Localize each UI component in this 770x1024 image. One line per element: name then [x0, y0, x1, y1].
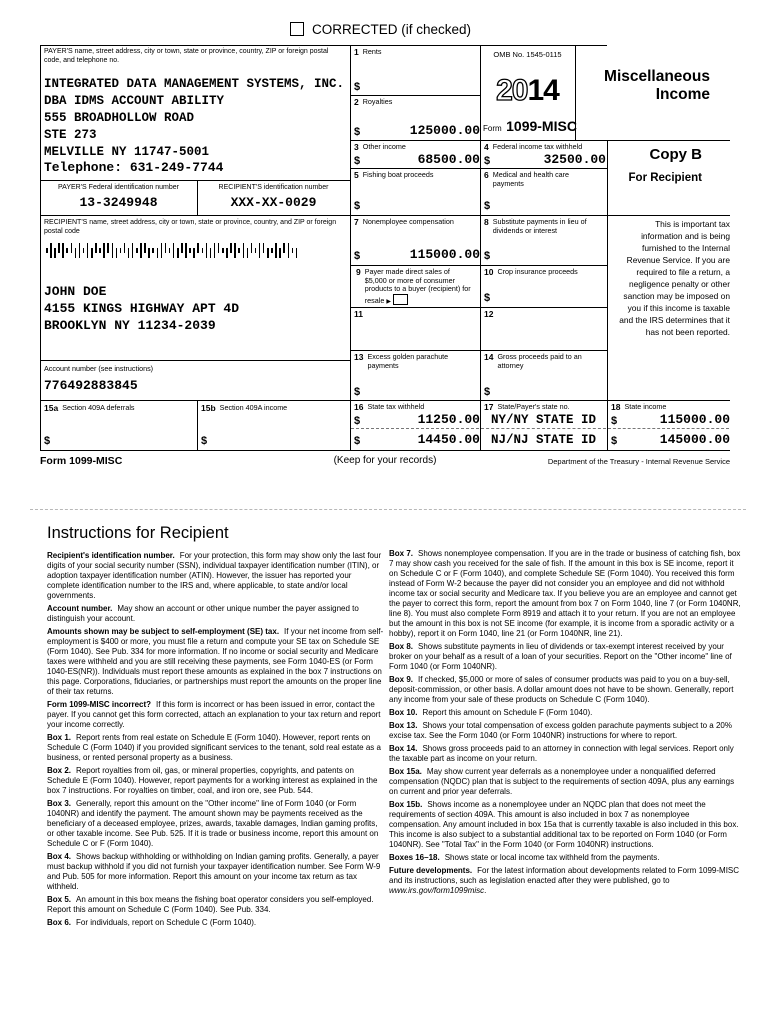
box16-dollar: $ — [354, 435, 361, 447]
box15b-number: 15b — [201, 403, 216, 413]
box15b-dollar: $ — [201, 435, 208, 447]
corrected-label: CORRECTED (if checked) — [312, 22, 472, 37]
border-line — [40, 450, 730, 451]
box13-dollar: $ — [354, 386, 361, 398]
instruction-text: For the latest information about developments related to Form 1099-MISC and its instructions, such as legislation enacted after they were published, go to — [389, 866, 740, 885]
box16-cell — [354, 403, 476, 412]
border-line — [350, 168, 607, 169]
box10-dollar: $ — [484, 292, 491, 304]
box10-number: 10 — [484, 267, 494, 277]
postal-barcode — [46, 243, 316, 258]
box2-number: 2 — [354, 97, 359, 107]
tax-year — [480, 76, 575, 106]
border-line — [350, 140, 730, 141]
account-value: 776492883845 — [44, 378, 138, 393]
box3-dollar: $ — [354, 155, 361, 167]
instruction-paragraph — [47, 766, 385, 796]
box18-dollar: $ — [611, 435, 618, 447]
dashed-divider — [608, 428, 729, 429]
instruction-text: Shows substitute payments in lieu of dividends or tax-exempt interest received by your broker on your behalf as a result of a loan of your securities. Report on the "Other income" line of Form 1040 (or Form 1040NR). — [389, 642, 732, 671]
recipient-address-block — [44, 283, 239, 334]
box15b-cell — [201, 404, 345, 413]
box14-number: 14 — [484, 352, 494, 362]
dashed-divider — [351, 428, 479, 429]
instruction-text: Shows backup withholding or withholding on Indian gaming profits. Generally, a payer must backup withhold if you did not furnish your taxpayer identification number. See Form W-9 and Pub. 505 for more information. Report this amount on your income tax return as tax withheld. — [47, 852, 381, 891]
box17-state-2: NJ/NJ STATE ID — [490, 433, 597, 447]
instruction-text: Shows nonemployee compensation. If you are in the trade or business of catching fish, box 7 may show cash you received for the sale of fish. If the amount in this box is SE income, report it on Schedule C or F (Form 1040), and complete Schedule SE (Form 1040). You received this form instead of Form W-2 because the payer did not consider you an employee and did not withhold income tax or social security and Medicare tax. If you believe you are an employee and cannot get the payer to correct this form, report the amount from box 7 on Form 1040, line 7 (or Form 1040NR, line 8). You must also complete Form 8919 and attach it to your return. If you are not an employee but the amount in this box is not SE income (for example, it is income from a sporadic activity or a hobby), report it on Form 1040, line 21 (or Form 1040NR, line 21). — [389, 549, 741, 638]
instruction-lead: Box 13. — [389, 721, 418, 730]
footer-dept: Department of the Treasury - Internal Revenue Service — [547, 457, 730, 466]
instruction-lead: Box 2. — [47, 766, 72, 775]
instruction-paragraph — [389, 708, 743, 718]
box9-checkbox[interactable] — [393, 294, 408, 305]
instruction-paragraph — [389, 721, 743, 741]
payer-label: PAYER'S name, street address, city or town, state or province, country, ZIP or foreign postal code, and telephone no. — [44, 48, 329, 64]
instruction-lead: Box 15b. — [389, 800, 423, 809]
border-line — [350, 265, 607, 266]
box14-label: Gross proceeds paid to an attorney — [497, 352, 582, 370]
instruction-text: . — [484, 886, 487, 895]
box2-dollar: $ — [354, 126, 361, 138]
instruction-text: Shows state or local income tax withheld from the payments. — [444, 853, 660, 862]
box2-cell — [354, 98, 476, 107]
tax-year-bold: 14 — [527, 74, 559, 107]
box7-dollar: $ — [354, 250, 361, 262]
instruction-paragraph — [47, 700, 385, 730]
instruction-paragraph — [47, 895, 385, 915]
box16-row1 — [352, 412, 488, 427]
box8-cell — [484, 218, 596, 235]
border-line — [197, 180, 198, 215]
box5-cell — [354, 171, 476, 180]
border-line — [350, 95, 480, 96]
instruction-paragraph — [389, 549, 743, 639]
box15a-label: Section 409A deferrals — [62, 403, 135, 412]
instruction-text: Shows your total compensation of excess golden parachute payments subject to a 20% excise tax. See the Form 1040 (or Form 1040NR) instructions for where to report. — [389, 721, 732, 740]
border-line — [607, 140, 608, 450]
instruction-lead: Box 15a. — [389, 767, 422, 776]
box18-row2 — [609, 432, 738, 447]
instruction-text: Report royalties from oil, gas, or mineral properties, copyrights, and patents on Schedule E (Form 1040). However, report payments for a working interest as explained in the box 7 instructions. For royalties on timber, coal, and iron ore, see Pub. 544. — [47, 766, 378, 795]
page-separator — [30, 509, 746, 510]
footer-keep: (Keep for your records) — [333, 455, 437, 466]
instruction-paragraph — [47, 918, 385, 928]
instruction-lead: Box 14. — [389, 744, 418, 753]
payer-address-block — [44, 76, 350, 161]
instruction-paragraph — [389, 744, 743, 764]
box5-label: Fishing boat proceeds — [362, 170, 434, 179]
box16-label: State tax withheld — [367, 402, 425, 411]
box5-number: 5 — [354, 170, 359, 180]
instruction-text: Generally, report this amount on the "Other income" line of Form 1040 (or Form 1040NR) and identify the payment. The amount shown may be payments received as the beneficiary of a deceased employee, prizes, awards, taxable damages, Indian gaming profits, or other taxable income. See Pub. 525. If it is trade or business income, report this amount on Schedule C or F (Form 1040). — [47, 799, 379, 848]
instructions-title: Instructions for Recipient — [47, 524, 229, 542]
important-notice: This is important tax information and is being furnished to the Internal Revenue Service. If you are required to file a return, a negligence penalty or other sanction may be imposed on you if this income is taxable and the IRS determines that it has not been reported. — [619, 219, 730, 337]
box14-cell — [484, 353, 596, 370]
account-label: Account number (see instructions) — [44, 364, 154, 373]
box3-label: Other income — [362, 142, 406, 151]
box3-amount-row — [352, 152, 491, 167]
box8-dollar: $ — [484, 250, 491, 262]
instruction-text: May show current year deferrals as a nonemployee under a nonqualified deferred compensation (NQDC) plan that is subject to the requirements of section 409A, plus any earnings on current and prior year deferrals. — [389, 767, 735, 796]
instruction-lead: Box 5. — [47, 895, 72, 904]
box17-number: 17 — [484, 402, 494, 412]
payer-fin-value: 13-3249948 — [79, 195, 158, 210]
instruction-paragraph — [389, 642, 743, 672]
box18-cell — [611, 403, 727, 412]
instruction-paragraph — [389, 800, 743, 850]
instruction-text: May show an account or other unique number the payer assigned to distinguish your account. — [47, 604, 359, 623]
payer-address-line: MELVILLE NY 11747-5001 — [44, 145, 210, 159]
box7-amount: 115000.00 — [409, 247, 480, 262]
instructions-left-column — [47, 551, 385, 931]
box6-cell — [484, 171, 592, 188]
instruction-lead: Box 6. — [47, 918, 72, 927]
box1-number: 1 — [354, 47, 359, 57]
instruction-lead: Box 8. — [389, 642, 414, 651]
box4-amount-row — [482, 152, 614, 167]
instruction-lead: Amounts shown may be subject to self-employment (SE) tax. — [47, 627, 280, 636]
box16-amount-1: 11250.00 — [417, 412, 480, 427]
form-title-line2: Income — [655, 86, 710, 103]
box10-label: Crop insurance proceeds — [497, 267, 578, 276]
box6-dollar: $ — [484, 200, 491, 212]
omb-number: OMB No. 1545-0115 — [493, 50, 562, 59]
instruction-lead: Box 4. — [47, 852, 72, 861]
box9-arrow-icon: ▶ — [386, 298, 391, 305]
form-number-header — [483, 118, 578, 136]
box7-amount-row — [352, 247, 491, 262]
payer-telephone: Telephone: 631-249-7744 — [44, 160, 224, 175]
instruction-lead: Form 1099-MISC incorrect? — [47, 700, 152, 709]
box15b-label: Section 409A income — [219, 403, 288, 412]
form-title-line1: Miscellaneous — [604, 68, 710, 85]
tax-year-outline: 20 — [496, 74, 528, 107]
instruction-text: For your protection, this form may show only the last four digits of your social security number (SSN), individual taxpayer identification number (ITIN), or adoption taxpayer identification number (ATIN). However, the issuer has reported your complete identification number to the IRS and, where applicable, to state and/or local governments. — [47, 551, 382, 600]
box2-label: Royalties — [362, 97, 393, 106]
recipient-address-line: BROOKLYN NY 11234-2039 — [44, 318, 216, 333]
box12-number: 12 — [484, 309, 494, 319]
box13-number: 13 — [354, 352, 364, 362]
instruction-lead: Recipient's identification number. — [47, 551, 175, 560]
irs-url-link[interactable]: www.irs.gov/form1099misc — [389, 886, 485, 895]
border-line — [40, 400, 730, 401]
border-line — [40, 360, 350, 361]
payer-name: INTEGRATED DATA MANAGEMENT SYSTEMS, INC. — [44, 77, 345, 91]
form-word: Form — [483, 124, 502, 133]
box16-row2 — [352, 432, 488, 447]
box7-cell — [354, 218, 476, 227]
box6-label: Medical and health care payments — [492, 170, 570, 188]
box18-row1 — [609, 412, 738, 427]
box17-cell — [484, 403, 604, 412]
corrected-checkbox[interactable] — [290, 22, 304, 36]
box14-dollar: $ — [484, 386, 491, 398]
border-line — [40, 180, 350, 181]
box15a-cell — [44, 404, 192, 413]
box7-label: Nonemployee compensation — [362, 217, 454, 226]
box13-label: Excess golden parachute payments — [367, 352, 449, 370]
instruction-text: An amount in this box means the fishing boat operator considers you self-employed. Report this amount on Schedule C (Form 1040). See Pub. 334. — [47, 895, 374, 914]
footer-form-number: Form 1099-MISC — [40, 455, 123, 467]
recipient-id-label: RECIPIENT'S identification number — [218, 184, 329, 191]
form-title — [600, 68, 710, 104]
box4-cell — [484, 143, 604, 152]
instruction-paragraph — [47, 852, 385, 892]
box1-dollar: $ — [354, 81, 361, 93]
instruction-lead: Account number. — [47, 604, 113, 613]
recipient-id-value: XXX-XX-0029 — [230, 195, 317, 210]
box18-label: State income — [624, 402, 667, 411]
border-line — [350, 45, 351, 450]
instruction-text: Shows income as a nonemployee under an NQDC plan that does not meet the requirements of section 409A. This amount is also included in box 7 as nonemployee compensation. Any amount included in box 15a that is currently taxable is also included in this box. This income is also subject to a substantial additional tax to be reported on Form 1040 (or Form 1040NR). See "Total Tax" in the Form 1040 (or Form 1040NR) instructions. — [389, 800, 739, 849]
recipient-address-line: 4155 KINGS HIGHWAY APT 4D — [44, 301, 240, 316]
box16-amount-2: 14450.00 — [417, 432, 480, 447]
payer-address-line: DBA IDMS ACCOUNT ABILITY — [44, 94, 225, 108]
box9-label-text: Payer made direct sales of $5,000 or more of consumer products to a buyer (recipient) for resale — [364, 267, 471, 305]
instruction-paragraph — [389, 853, 743, 863]
instruction-lead: Box 7. — [389, 549, 414, 558]
box9-cell — [356, 268, 472, 306]
instruction-text: For individuals, report on Schedule C (Form 1040). — [76, 918, 257, 927]
instruction-text: Shows gross proceeds paid to an attorney in connection with legal services. Report only the taxable part as income on your return. — [389, 744, 734, 763]
box18-dollar: $ — [611, 415, 618, 427]
box3-cell — [354, 143, 476, 152]
box6-number: 6 — [484, 170, 489, 180]
box8-label: Substitute payments in lieu of dividends or interest — [492, 217, 587, 235]
border-line — [350, 307, 607, 308]
instruction-paragraph — [389, 675, 743, 705]
instruction-lead: Box 1. — [47, 733, 72, 742]
box7-number: 7 — [354, 217, 359, 227]
payer-address-line: STE 273 — [44, 128, 97, 142]
instructions-right-column — [389, 549, 743, 899]
instruction-paragraph — [389, 866, 743, 896]
instruction-paragraph — [47, 627, 385, 697]
box18-number: 18 — [611, 402, 621, 412]
recipient-label: RECIPIENT'S name, street address, city or town, state or province, country, and ZIP or foreign postal code — [44, 219, 337, 235]
box13-cell — [354, 353, 470, 370]
instruction-lead: Box 3. — [47, 799, 72, 808]
box4-label: Federal income tax withheld — [492, 142, 583, 151]
box10-cell — [484, 268, 602, 277]
box4-amount: 32500.00 — [543, 152, 606, 167]
box11-number: 11 — [354, 309, 363, 319]
instruction-lead: Box 10. — [389, 708, 418, 717]
box1-cell — [354, 48, 476, 57]
box17-label: State/Payer's state no. — [497, 402, 570, 411]
instruction-paragraph — [47, 799, 385, 849]
box15a-dollar: $ — [44, 435, 51, 447]
border-line — [197, 400, 198, 450]
recipient-name: JOHN DOE — [44, 284, 107, 299]
box9-number: 9 — [356, 267, 361, 277]
box16-dollar: $ — [354, 415, 361, 427]
box18-amount-1: 115000.00 — [659, 412, 730, 427]
box2-amount-row — [352, 123, 488, 138]
payer-fin-label: PAYER'S Federal identification number — [58, 184, 179, 191]
border-line — [40, 45, 607, 46]
dashed-divider — [481, 428, 606, 429]
box5-dollar: $ — [354, 200, 361, 212]
box1-label: Rents — [362, 47, 382, 56]
border-line — [40, 215, 730, 216]
instruction-paragraph — [47, 551, 385, 601]
instruction-text: If your net income from self-employment is $400 or more, you must file a return and compute your SE tax on Schedule SE (Form 1040). See Pub. 334 for more information. If no income or social security and Medicare taxes were withheld and you are still receiving these payments, see Form 1040-ES (or Form 1040-ES(NR)). Individuals must report these amounts as explained in the box 7 instructions on this page. Corporations, fiduciaries, or partnerships must report the amounts on the proper line of their tax returns. — [47, 627, 384, 696]
box4-dollar: $ — [484, 155, 491, 167]
instruction-text: Report this amount on Schedule F (Form 1040). — [422, 708, 593, 717]
instruction-text: If this form is incorrect or has been issued in error, contact the payer. If you cannot get this form corrected, attach an explanation to your tax return and report your income correctly. — [47, 700, 381, 729]
box3-amount: 68500.00 — [417, 152, 480, 167]
box9-label — [365, 268, 472, 306]
form-number: 1099-MISC — [506, 118, 577, 134]
instruction-paragraph — [389, 767, 743, 797]
box17-state-1: NY/NY STATE ID — [490, 413, 597, 427]
instruction-paragraph — [47, 604, 385, 624]
for-recipient: For Recipient — [628, 172, 702, 184]
box4-number: 4 — [484, 142, 489, 152]
instruction-text: If checked, $5,000 or more of sales of consumer products was paid to you on a buy-sell, deposit-commission, or other basis. A dollar amount does not have to be shown. Generally, report any income from your sale of these products on Schedule C (Form 1040). — [389, 675, 734, 704]
box15a-number: 15a — [44, 403, 59, 413]
instruction-lead: Future developments. — [389, 866, 473, 875]
box8-number: 8 — [484, 217, 489, 227]
instruction-text: Report rents from real estate on Schedule E (Form 1040). However, report rents on Schedule C (Form 1040) if you provided significant services to the tenant, sold real estate as a business, or rented personal property as a business. — [47, 733, 381, 762]
instruction-lead: Box 9. — [389, 675, 414, 684]
box16-number: 16 — [354, 402, 364, 412]
instruction-paragraph — [47, 733, 385, 763]
box2-amount: 125000.00 — [409, 123, 480, 138]
border-line — [40, 45, 41, 450]
box18-amount-2: 145000.00 — [659, 432, 730, 447]
instruction-lead: Boxes 16–18. — [389, 853, 440, 862]
border-line — [350, 350, 607, 351]
box3-number: 3 — [354, 142, 359, 152]
copy-b: Copy B — [649, 146, 702, 163]
payer-address-line: 555 BROADHOLLOW ROAD — [44, 111, 195, 125]
